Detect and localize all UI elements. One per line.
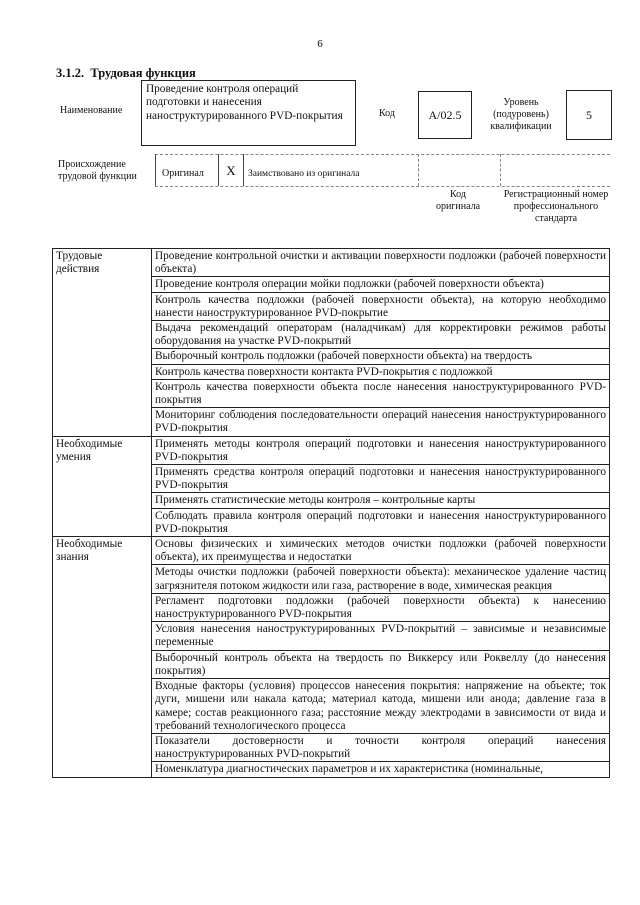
origin-divider <box>218 154 219 186</box>
origin-top-divider <box>155 154 610 155</box>
function-name-box: Проведение контроля операций подготовки и нанесения наноструктурированного PVD-покрытия <box>141 80 356 146</box>
original-label: Оригинал <box>162 168 204 179</box>
table-row <box>53 249 610 277</box>
level-value: 5 <box>566 90 612 140</box>
table-item-cell: Входные факторы (условия) процессов нанесения покрытия: напряжение на объекте; ток дуги, мишени или накала катода; материал катода, мишени или анода; давление газа в камере; состав реакционного газа; расстояние между электродами в зависимости от вида и требований технологического процесса <box>152 679 610 734</box>
origin-divider <box>418 154 419 186</box>
category-cell: Необходимые знания <box>53 537 152 777</box>
origin-left-border <box>155 154 156 186</box>
table-row <box>53 537 610 565</box>
code-original-label: Код оригинала <box>435 189 481 212</box>
name-label: Наименование <box>60 105 123 116</box>
table-item-cell: Методы очистки подложки (рабочей поверхности объекта): механическое удаление частиц загрязнителя потоком жидкости или газа, растворение в воде, химическая реакция <box>152 565 610 593</box>
table-item-cell: Выборочный контроль подложки (рабочей поверхности объекта) на твердость <box>152 349 610 364</box>
category-cell: Необходимые умения <box>53 436 152 536</box>
table-item-cell: Проведение контрольной очистки и активации поверхности подложки (рабочей поверхности объекта) <box>152 249 610 277</box>
origin-bottom-divider <box>155 186 610 187</box>
table-item-cell: Выборочный контроль объекта на твердость по Виккерсу или Роквеллу (до нанесения покрытия) <box>152 650 610 678</box>
code-label: Код <box>379 108 395 119</box>
section-number: 3.1.2. <box>56 66 85 80</box>
page-number: 6 <box>317 38 323 50</box>
table-item-cell: Выдача рекомендаций операторам (наладчикам) для корректировки режимов работы оборудования на участке PVD-покрытий <box>152 321 610 349</box>
table-item-cell: Номенклатура диагностических параметров и их характеристика (номинальные, <box>152 762 610 777</box>
table-item-cell: Контроль качества подложки (рабочей поверхности объекта), на которую необходимо нанести наноструктурированное PVD-покрытие <box>152 292 610 320</box>
table-item-cell: Условия нанесения наноструктурированных PVD-покрытий – зависимые и независимые переменные <box>152 622 610 650</box>
table-item-cell: Применять средства контроля операций подготовки и нанесения наноструктурированного PVD-покрытия <box>152 465 610 493</box>
borrowed-label: Заимствовано из оригинала <box>248 169 360 179</box>
reg-number-label: Регистрационный номер профессионального стандарта <box>503 189 609 224</box>
table-item-cell: Регламент подготовки подложки (рабочей поверхности объекта) к нанесению наноструктурированного PVD-покрытия <box>152 593 610 621</box>
table-item-cell: Мониторинг соблюдения последовательности операций нанесения наноструктурированного PVD-покрытия <box>152 408 610 436</box>
original-mark: X <box>226 163 236 178</box>
level-label: Уровень (подуровень) квалификации <box>490 97 552 132</box>
table-item-cell: Контроль качества поверхности объекта после нанесения наноструктурированного PVD-покрытия <box>152 379 610 407</box>
origin-divider <box>243 154 244 186</box>
table-item-cell: Показатели достоверности и точности контроля операций нанесения наноструктурированных PVD-покрытий <box>152 733 610 761</box>
table-item-cell: Проведение контроля операции мойки подложки (рабочей поверхности объекта) <box>152 277 610 292</box>
origin-label: Происхождение трудовой функции <box>58 159 137 182</box>
table-item-cell: Соблюдать правила контроля операций подготовки и нанесения наноструктурированного PVD-покрытия <box>152 508 610 536</box>
origin-divider <box>500 154 501 186</box>
table-item-cell: Применять методы контроля операций подготовки и нанесения наноструктурированного PVD-покрытия <box>152 436 610 464</box>
table-item-cell: Контроль качества поверхности контакта PVD-покрытия с подложкой <box>152 364 610 379</box>
table-item-cell: Применять статистические методы контроля – контрольные карты <box>152 493 610 508</box>
table-row <box>53 436 610 464</box>
category-cell: Трудовые действия <box>53 249 152 437</box>
section-heading: Трудовая функция <box>90 66 196 80</box>
table-item-cell: Основы физических и химических методов очистки подложки (рабочей поверхности объекта), их преимущества и недостатки <box>152 537 610 565</box>
section-title <box>56 66 196 81</box>
function-details-table <box>52 248 610 778</box>
code-value: А/02.5 <box>418 91 472 139</box>
